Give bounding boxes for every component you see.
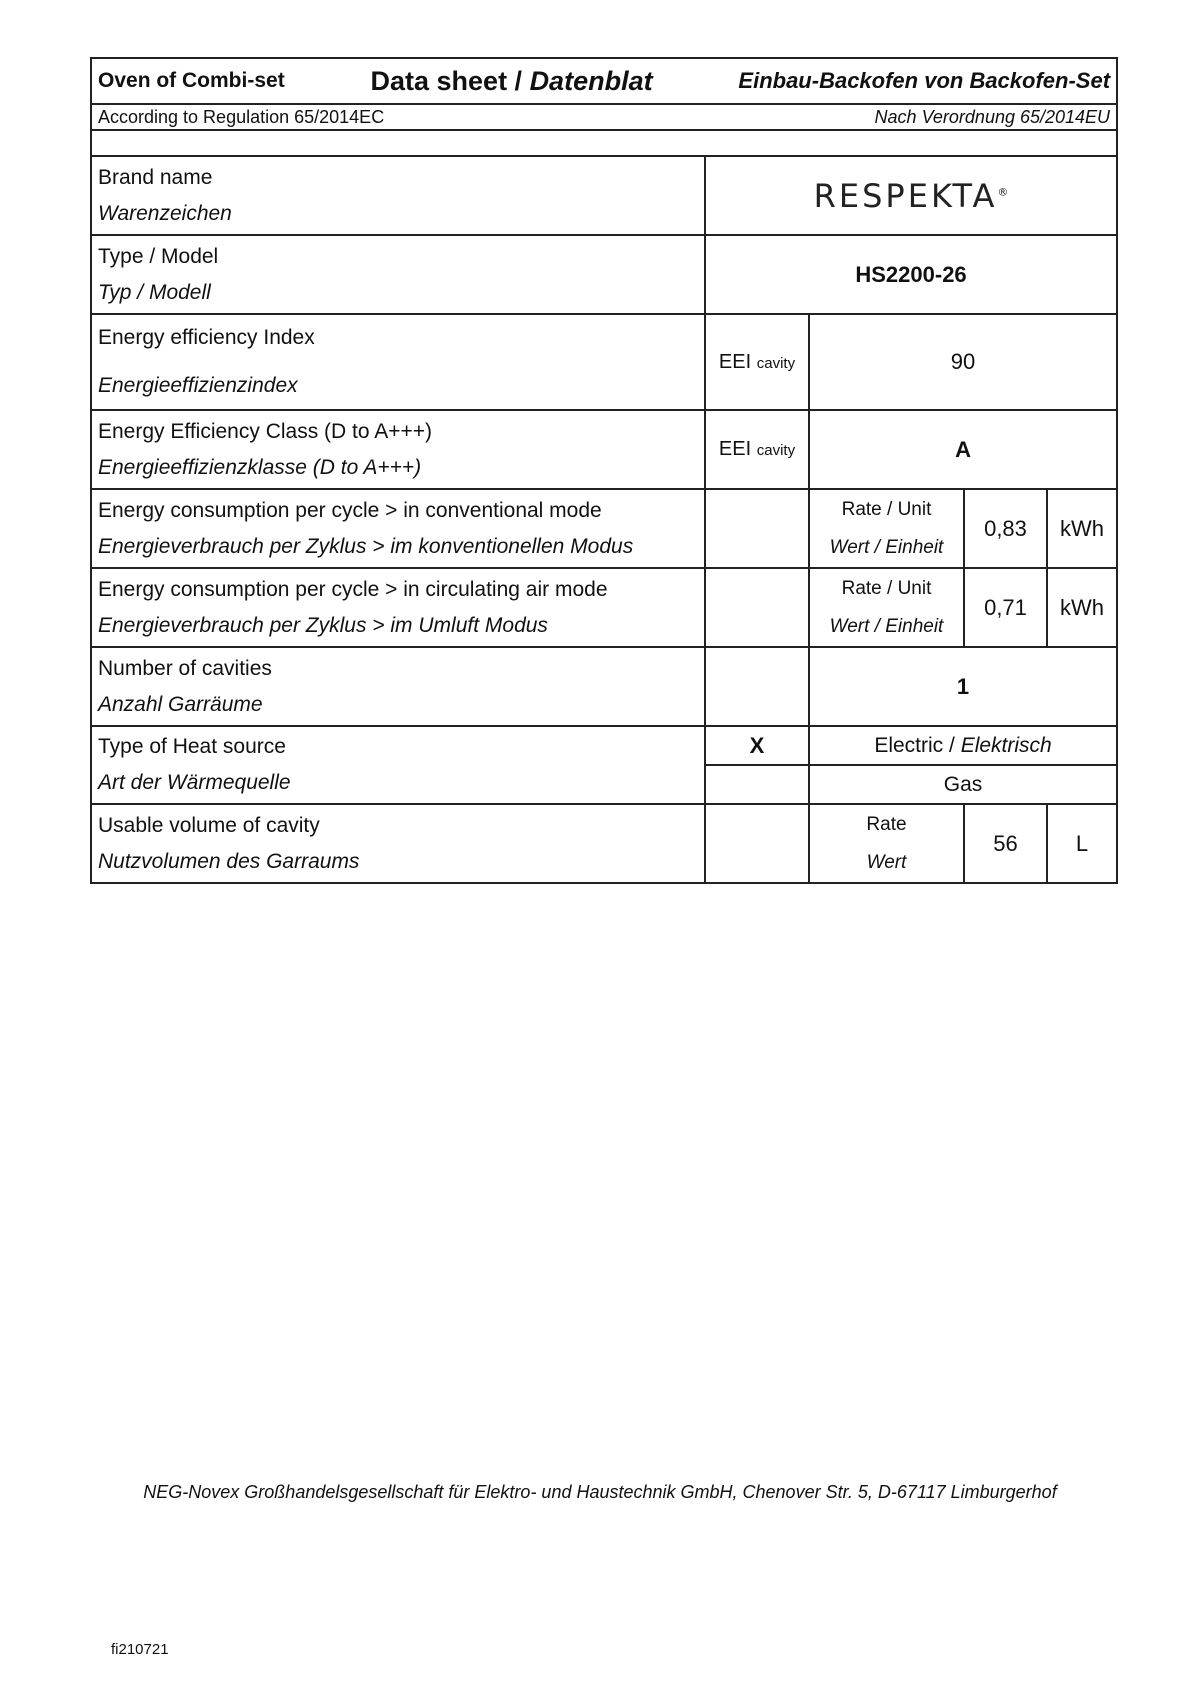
heat-electric: Electric / Elektrisch <box>809 726 1117 765</box>
volume-value: 56 <box>964 804 1047 883</box>
row-cavities <box>91 647 1117 726</box>
header-title-row <box>91 58 1117 104</box>
row-heat-electric <box>91 726 1117 765</box>
volume-rate: Rate Wert <box>809 804 964 883</box>
cavities-blank <box>705 647 809 726</box>
respekta-logo: RESPEKTA® <box>813 176 1009 215</box>
conventional-blank <box>705 489 809 568</box>
model-label: Type / Model Typ / Modell <box>91 235 705 314</box>
conventional-unit: kWh <box>1047 489 1117 568</box>
header-regulation-row <box>91 104 1117 130</box>
volume-label: Usable volume of cavity Nutzvolumen des Garraums <box>91 804 705 883</box>
conventional-value: 0,83 <box>964 489 1047 568</box>
row-efficiency-class <box>91 410 1117 489</box>
data-sheet <box>90 57 1116 884</box>
row-brand <box>91 156 1117 235</box>
title-en: Oven of Combi-set <box>98 69 285 92</box>
row-volume <box>91 804 1117 883</box>
circulating-blank <box>705 568 809 647</box>
title-center: Data sheet / Datenblat <box>370 65 653 96</box>
volume-blank <box>705 804 809 883</box>
brand-logo <box>705 156 1117 235</box>
row-conventional <box>91 489 1117 568</box>
circulating-value: 0,71 <box>964 568 1047 647</box>
volume-unit: L <box>1047 804 1117 883</box>
heat-electric-mark: X <box>705 726 809 765</box>
header-spacer-row <box>91 130 1117 156</box>
row-eei <box>91 314 1117 410</box>
class-tag: EEI cavity <box>705 410 809 489</box>
regulation-de: Nach Verordnung 65/2014EU <box>874 106 1111 127</box>
cavities-label: Number of cavities Anzahl Garräume <box>91 647 705 726</box>
title-de: Einbau-Backofen von Backofen-Set <box>738 68 1111 93</box>
footer-company: NEG-Novex Großhandelsgesellschaft für Elektro- und Haustechnik GmbH, Chenover Str. 5, D-67117 Limburgerhof <box>143 1482 1057 1502</box>
circulating-unit: kWh <box>1047 568 1117 647</box>
model-value: HS2200-26 <box>705 235 1117 314</box>
conventional-rate-unit: Rate / Unit Wert / Einheit <box>809 489 964 568</box>
conventional-label: Energy consumption per cycle > in conventional mode Energieverbrauch per Zyklus > im konventionellen Modus <box>91 489 705 568</box>
eei-label: Energy efficiency Index Energieeffizienzindex <box>91 314 705 410</box>
document-id: fi210721 <box>111 1641 169 1658</box>
brand-label: Brand name Warenzeichen <box>91 156 705 235</box>
row-model <box>91 235 1117 314</box>
row-circulating <box>91 568 1117 647</box>
eei-value: 90 <box>809 314 1117 410</box>
heat-gas: Gas <box>809 765 1117 804</box>
heat-gas-mark <box>705 765 809 804</box>
class-label: Energy Efficiency Class (D to A+++) Energieeffizienzklasse (D to A+++) <box>91 410 705 489</box>
circulating-label: Energy consumption per cycle > in circulating air mode Energieverbrauch per Zyklus > im Umluft Modus <box>91 568 705 647</box>
regulation-en: According to Regulation 65/2014EC <box>98 106 385 127</box>
cavities-value: 1 <box>809 647 1117 726</box>
eei-tag: EEI cavity <box>705 314 809 410</box>
data-sheet-table <box>90 57 1118 884</box>
circulating-rate-unit: Rate / Unit Wert / Einheit <box>809 568 964 647</box>
heat-label: Type of Heat source Art der Wärmequelle <box>91 726 705 804</box>
class-value: A <box>809 410 1117 489</box>
